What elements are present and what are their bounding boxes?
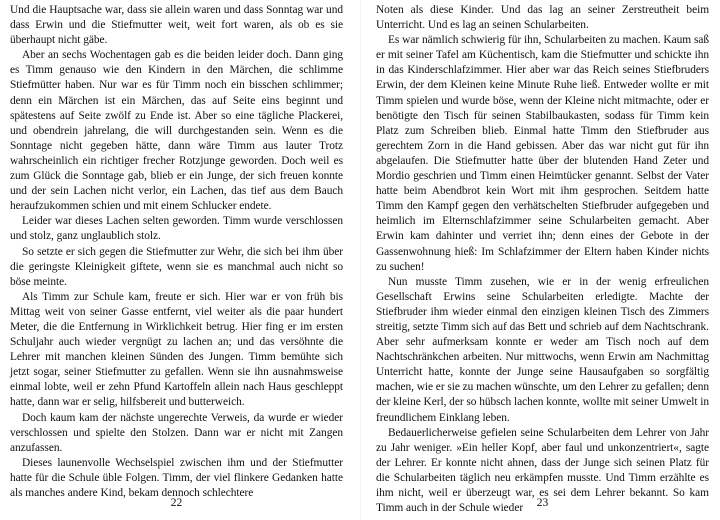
- right-page-number: 23: [536, 497, 549, 509]
- right-paragraph-1: Noten als diese Kinder. Und das lag an seiner Zerstreutheit beim Unterricht. Und es lag an seinen Schularbeiten.: [376, 4, 709, 32]
- right-paragraph-2: Es war nämlich schwierig für ihn, Schularbeiten zu machen. Kaum saß er mit seiner Tafel am Küchentisch, kam die Stiefmutter und schickte ihn in das Kinderschlafzimmer. Hier aber war das Reich seines Stiefbruders Erwin, der dem Kleinen keine Minute Ruhe ließ. Entweder wollte er mit Timm spielen und wurde böse, wenn der Kleine nicht mitmachte, oder er benötigte den Tisch für seinen Stabilbaukasten, sodass für Timm kein Platz zum Schreiben blieb. Einmal hatte Timm den Stiefbruder aus gerechtem Zorn in die Hand gebissen. Aber das war nicht gut für ihn abgelaufen. Die Stiefmutter hatte über der blutenden Hand Zeter und Mordio geschrien und Timm einen Heimtücker genannt. Selbst der Vater hatte beim Abendbrot kein Wort mit ihm gesprochen. Seitdem hatte Timm den Kampf gegen den verhätschelten Stiefbruder aufgegeben und heimlich im Elternschlafzimmer seine Schularbeiten gemacht. Aber Erwin kam dahinter und verriet ihn; denn eines der Gebote in der Gassenwohnung hieß: Im Schlafzimmer der Eltern haben Kinder nichts zu suchen!: [376, 34, 709, 273]
- left-page-number: 22: [170, 497, 183, 509]
- right-paragraph-4: Bedauerlicherweise gefielen seine Schularbeiten dem Lehrer von Jahr zu Jahr weniger. »Ein heller Kopf, aber faul und unkonzentriert«, sagte der Lehrer. Er konnte nicht ahnen, dass der Junge sich seinen Platz für die Schularbeiten täglich neu erkämpfen musste. Und Timm erzählte es ihm nicht, weil er überzeugt war, es sei dem Lehrer bekannt. So kam Timm auch in der Schule wieder: [376, 426, 709, 515]
- gutter-divider: [360, 0, 361, 520]
- left-paragraph-2: Aber an sechs Wochentagen gab es die beiden leider doch. Dann ging es Timm genauso wie den Kindern in den Märchen, die schlimme Stiefmütter haben. Nur war es für Timm noch ein bisschen schlimmer; denn ein Märchen ist ein Märchen, das auf Seite eins beginnt und spätestens auf Seite zwölf zu Ende ist. Aber so eine tägliche Plackerei, und obendrein jahrelang, die will durchgestanden sein. Wenn es die Sonntage nicht gegeben hätte, dann wäre Timm aus lauter Trotz wahrscheinlich ein richtiger frecher Rotzjunge geworden. Doch weil es zum Glück die Sonntage gab, blieb er ein Junge, der sich freuen konnte und der sein Lachen nicht verlor, ein Lachen, das tief aus dem Bauch heraufzukommen schien und mit einem Schlucker endete.: [10, 49, 343, 213]
- left-paragraph-1: Und die Hauptsache war, dass sie allein waren und dass Sonntag war und dass Erwin und die Stiefmutter weit, weit fort waren, als ob es sie überhaupt nicht gäbe.: [10, 4, 343, 47]
- left-page: [10, 3, 343, 501]
- left-paragraph-6: Doch kaum kam der nächste ungerechte Verweis, da wurde er wieder verschlossen und spielte den Stolzen. Dann war er nicht mit Zangen anzufassen.: [10, 411, 343, 454]
- left-paragraph-7: Dieses launenvolle Wechselspiel zwischen ihm und der Stiefmutter hatte für die Schule üble Folgen. Timm, der viel flinkere Gedanken hatte als manches andere Kind, bekam dennoch schlechtere: [10, 456, 343, 499]
- right-paragraph-3: Nun musste Timm zusehen, wie er in der wenig erfreulichen Gesellschaft Erwins seine Schularbeiten erledigte. Machte der Stiefbruder ihm wieder einmal den einzigen kleinen Tisch des Zimmers streitig, setzte Timm sich auf das Bett und schrieb auf dem Nachtschrank. Aber sehr aufmerksam konnte er weder am Tisch noch auf dem Nachtschränkchen arbeiten. Nur mittwochs, wenn Erwin am Nachmittag Unterricht hatte, konnte der Junge seine Hausaufgaben so sorgfältig machen, wie er sie zu machen wünschte, um den Lehrer zu gefallen; denn der kleine Kerl, der so hübsch lachen konnte, wollte mit seiner Umwelt in freundlichem Einklang leben.: [376, 275, 710, 424]
- left-paragraph-5: Als Timm zur Schule kam, freute er sich. Hier war er von früh bis Mittag weit von seiner Gasse entfernt, viel weiter als die paar hundert Meter, die die Entfernung in Wirklichkeit betrug. Hier fing er im ersten Schuljahr auch wieder vergnügt zu lachen an; und das versöhnte die Lehrer mit manchen kleinen Sünden des Jungen. Timm bemühte sich jetzt sogar, seiner Stiefmutter zu gefallen. Wenn sie ihn ausnahmsweise einmal lobte, weil er zehn Pfund Kartoffeln allein nach Haus geschleppt hatte, dann war er selig, hilfsbereit und butterweich.: [10, 290, 343, 409]
- left-paragraph-3: Leider war dieses Lachen selten geworden. Timm wurde verschlossen und stolz, ganz unglaublich stolz.: [10, 215, 343, 243]
- right-page: [376, 3, 709, 516]
- left-paragraph-4: So setzte er sich gegen die Stiefmutter zur Wehr, die sich bei ihm über die geringste Kleinigkeit giftete, wenn sie es manchmal auch nicht so böse meinte.: [10, 245, 343, 288]
